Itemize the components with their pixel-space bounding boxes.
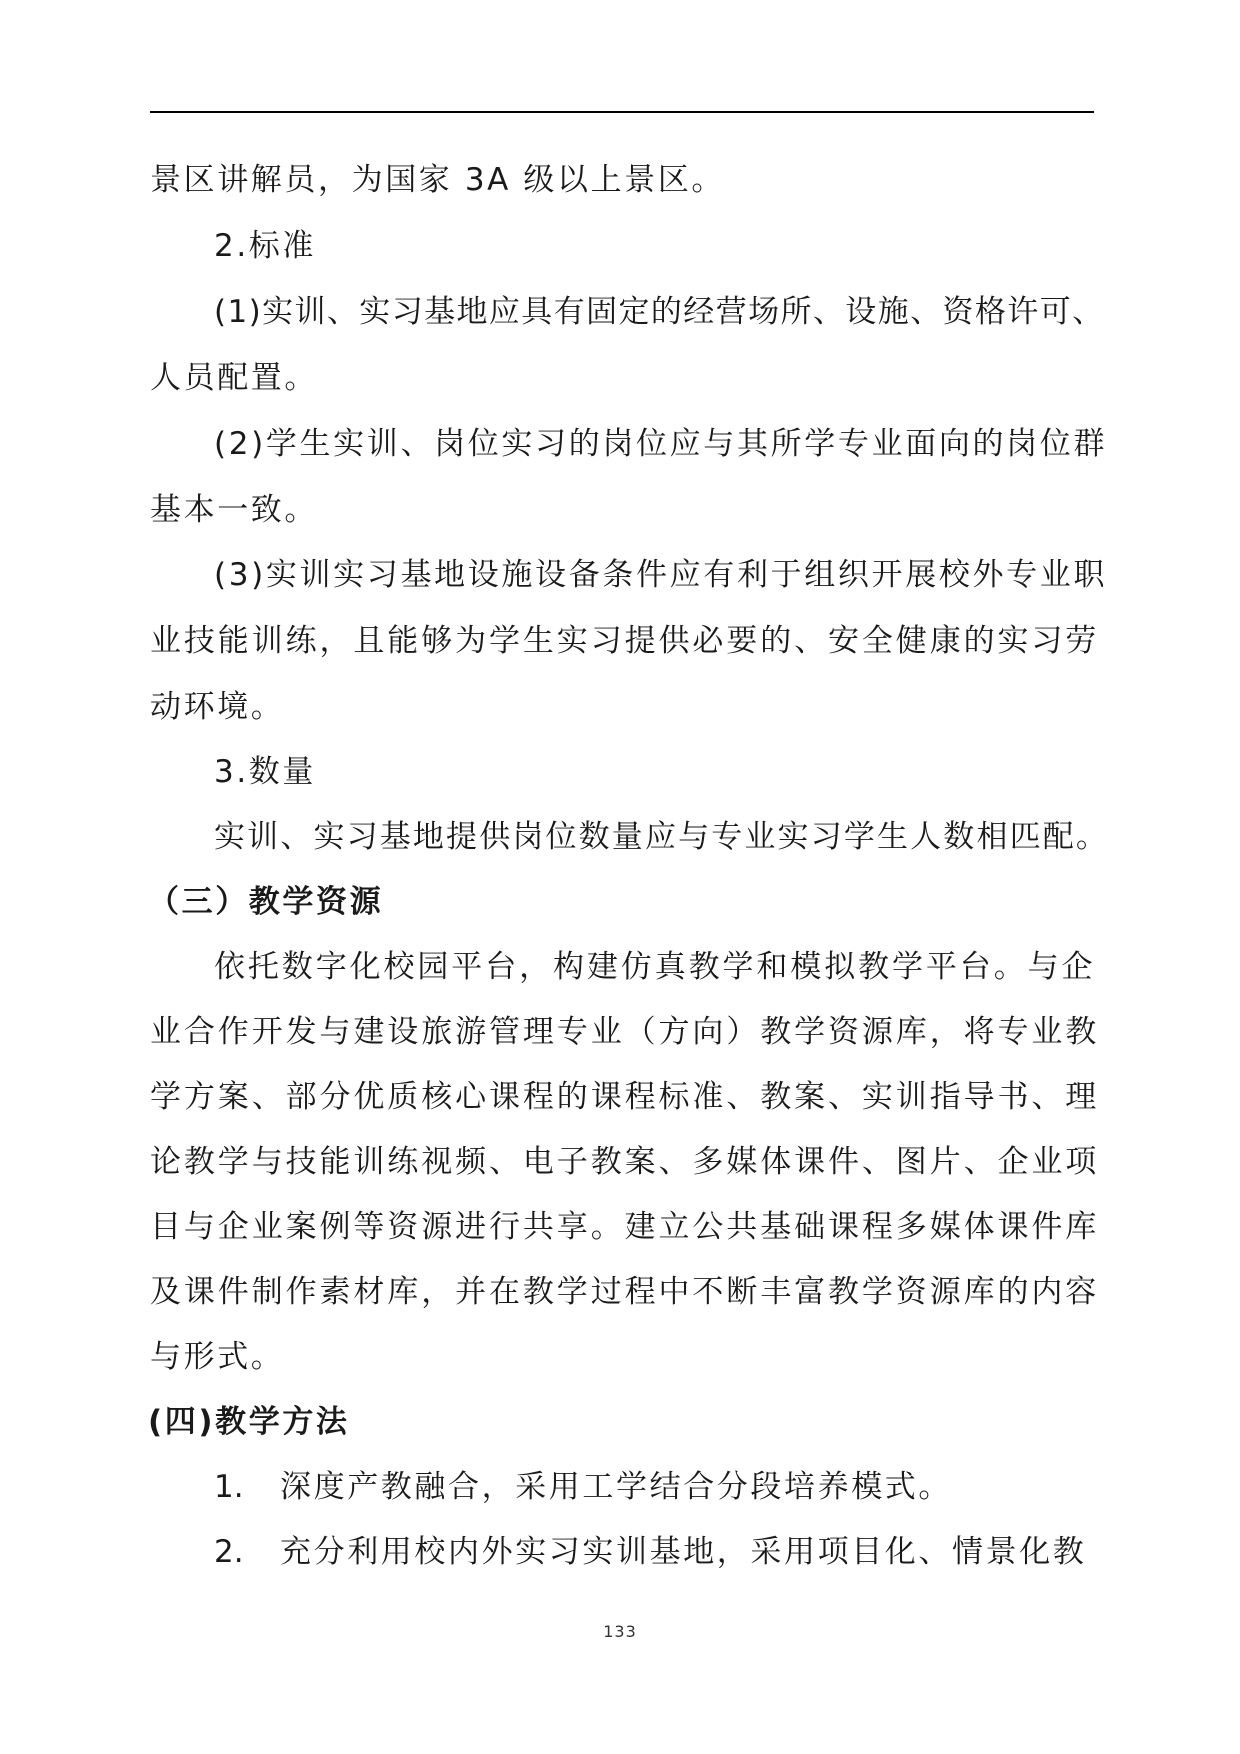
list-item	[214, 1532, 1086, 1572]
text-line: (1)实训、实习基地应具有固定的经营场所、设施、资格许可、	[214, 294, 1105, 330]
page-number: 133	[603, 1622, 637, 1641]
section-heading-teaching-resources: （三）教学资源	[148, 884, 384, 920]
header-rule	[150, 111, 1094, 113]
subheading-quantity: 3.数量	[214, 754, 316, 790]
section-heading-teaching-methods: (四)教学方法	[148, 1404, 350, 1440]
text-line: 动环境。	[150, 689, 285, 725]
text-line: 论教学与技能训练视频、电子教案、多媒体课件、图片、企业项	[150, 1144, 1100, 1180]
list-item-text: 深度产教融合，采用工学结合分段培养模式。	[280, 1469, 952, 1505]
text-line: 目与企业案例等资源进行共享。建立公共基础课程多媒体课件库	[150, 1209, 1100, 1245]
text-line: 人员配置。	[150, 360, 318, 396]
list-item-text: 充分利用校内外实习实训基地，采用项目化、情景化教	[280, 1534, 1087, 1570]
text-line: (2)学生实训、岗位实习的岗位应与其所学专业面向的岗位群	[214, 426, 1108, 462]
list-item	[214, 1467, 952, 1507]
text-line: 景区讲解员，为国家 3A 级以上景区。	[150, 162, 726, 198]
text-line: 业技能训练，且能够为学生实习提供必要的、安全健康的实习劳	[150, 623, 1100, 659]
text-line: 及课件制作素材库，并在教学过程中不断丰富教学资源库的内容	[150, 1274, 1100, 1310]
text-line: 实训、实习基地提供岗位数量应与专业实习学生人数相匹配。	[214, 819, 1110, 855]
text-line: 学方案、部分优质核心课程的课程标准、教案、实训指导书、理	[150, 1079, 1100, 1115]
text-line: 基本一致。	[150, 492, 318, 528]
text-line: 业合作开发与建设旅游管理专业（方向）教学资源库，将专业教	[150, 1014, 1100, 1050]
text-line: (3)实训实习基地设施设备条件应有利于组织开展校外专业职	[214, 557, 1108, 593]
subheading-standard: 2.标准	[214, 228, 316, 264]
list-item-number: 1.	[214, 1469, 244, 1505]
text-line: 与形式。	[150, 1339, 285, 1375]
list-item-number: 2.	[214, 1534, 244, 1570]
text-line: 依托数字化校园平台，构建仿真教学和模拟教学平台。与企	[214, 949, 1096, 985]
